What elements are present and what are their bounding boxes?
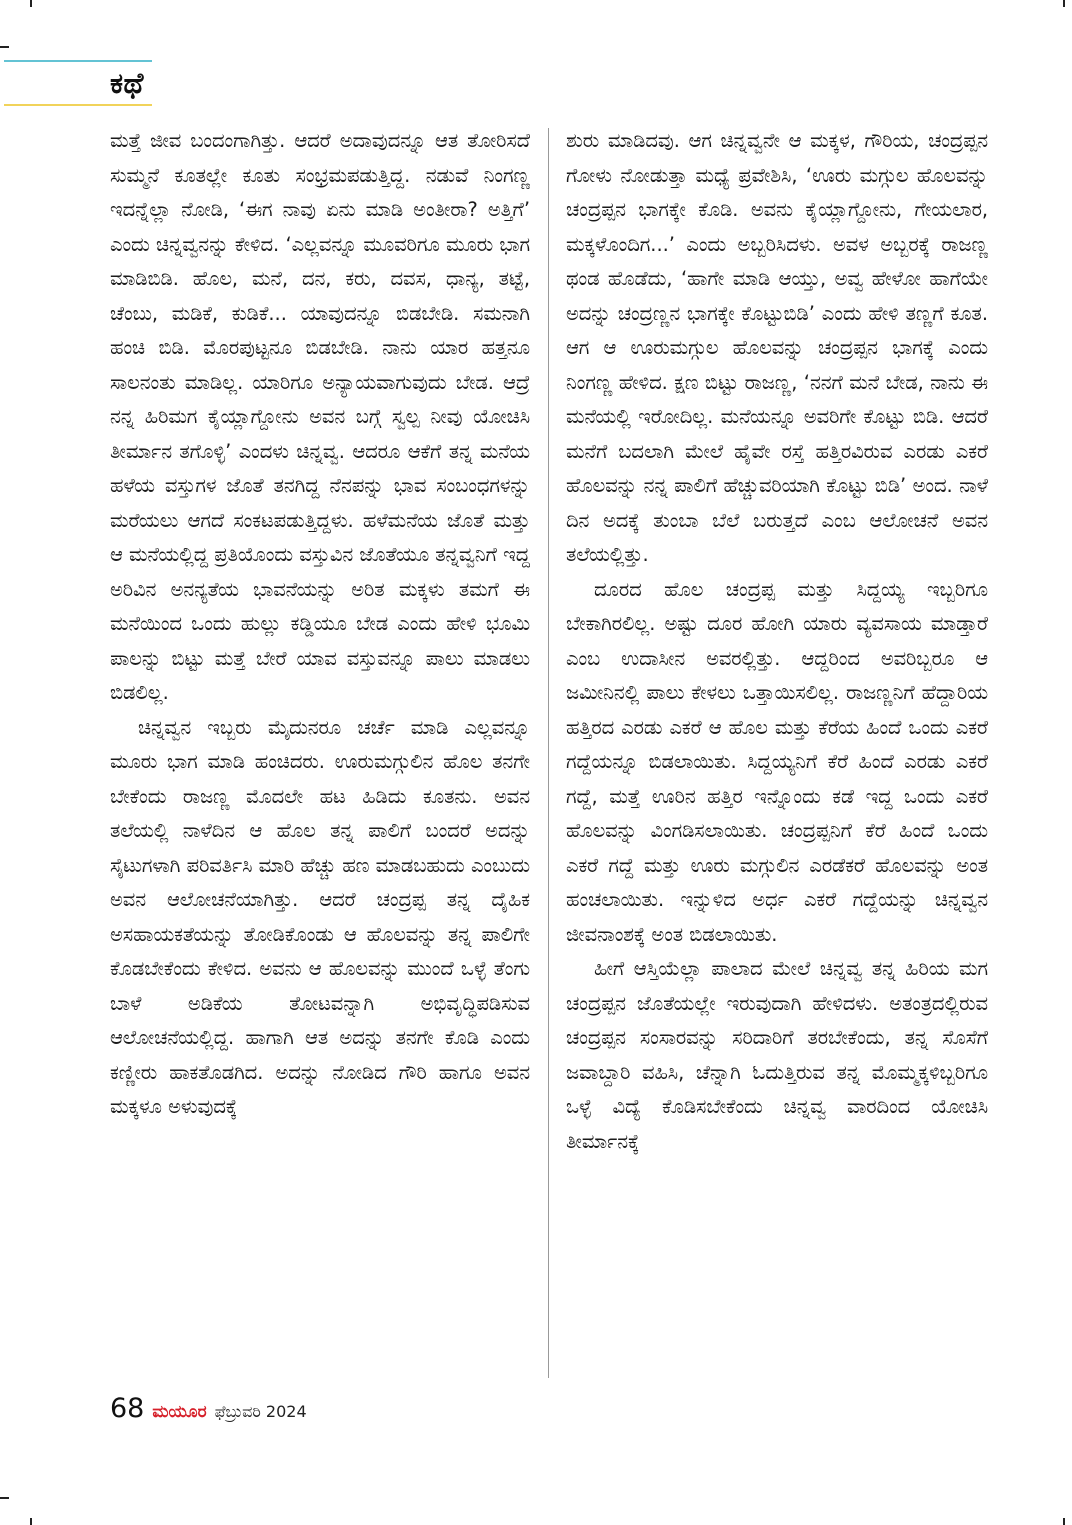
header-rule-bottom xyxy=(4,104,152,106)
crop-mark xyxy=(1063,1518,1065,1525)
magazine-logo: ಮಯೂರ xyxy=(152,1402,207,1422)
page-footer xyxy=(110,1393,307,1433)
article-column-left xyxy=(110,124,530,1380)
crop-mark xyxy=(30,1518,32,1525)
crop-mark xyxy=(0,46,9,48)
paragraph: ಶುರು ಮಾಡಿದವು. ಆಗ ಚಿನ್ನವ್ವನೇ ಆ ಮಕ್ಕಳ, ಗೌರಿಯ, ಚಂದ್ರಪ್ಪನ ಗೋಳು ನೋಡುತ್ತಾ ಮಧ್ಯೆ ಪ್ರವೇಶಿಸಿ, ‘ಊರು ಮಗ್ಗುಲ ಹೊಲವನ್ನು ಚಂದ್ರಪ್ಪನ ಭಾಗಕ್ಕೇ ಕೊಡಿ. ಅವನು ಕೈಯ್ಲಾಗ್ದೋನು, ಗೇಯಲಾರ, ಮಕ್ಕಳೊಂದಿಗ...’ ಎಂದು ಅಬ್ಬರಿಸಿದಳು. ಅವಳ ಅಬ್ಬರಕ್ಕೆ ರಾಜಣ್ಣ ಥಂಡ ಹೊಡೆದು, ‘ಹಾಗೇ ಮಾಡಿ ಆಯ್ತು, ಅವ್ವ ಹೇಳೋ ಹಾಗೆಯೇ ಅದನ್ನು ಚಂದ್ರಣ್ಣನ ಭಾಗಕ್ಕೇ ಕೊಟ್ಟುಬಿಡಿ’ ಎಂದು ಹೇಳಿ ತಣ್ಣಗೆ ಕೂತ. ಆಗ ಆ ಊರುಮಗ್ಗುಲ ಹೊಲವನ್ನು ಚಂದ್ರಪ್ಪನ ಭಾಗಕ್ಕೆ ಎಂದು ನಿಂಗಣ್ಣ ಹೇಳಿದ. ಕ್ಷಣ ಬಿಟ್ಟು ರಾಜಣ್ಣ, ‘ನನಗೆ ಮನೆ ಬೇಡ, ನಾನು ಈ ಮನೆಯಲ್ಲಿ ಇರೋದಿಲ್ಲ. ಮನೆಯನ್ನೂ ಅವರಿಗೇ ಕೊಟ್ಟು ಬಿಡಿ. ಆದರೆ ಮನೆಗೆ ಬದಲಾಗಿ ಮೇಲೆ ಹೈವೇ ರಸ್ತೆ ಹತ್ತಿರವಿರುವ ಎರಡು ಎಕರೆ ಹೊಲವನ್ನು ನನ್ನ ಪಾಲಿಗೆ ಹೆಚ್ಚುವರಿಯಾಗಿ ಕೊಟ್ಟು ಬಿಡಿ’ ಅಂದ. ನಾಳೆ ದಿನ ಅದಕ್ಕೆ ತುಂಬಾ ಬೆಲೆ ಬರುತ್ತದೆ ಎಂಬ ಆಲೋಚನೆ ಅವನ ತಲೆಯಲ್ಲಿತ್ತು. xyxy=(566,129,988,566)
article-column-right xyxy=(566,124,988,1380)
page-number: 68 xyxy=(110,1393,145,1424)
crop-mark xyxy=(0,1497,9,1499)
paragraph: ಹೀಗೆ ಆಸ್ತಿಯೆಲ್ಲಾ ಪಾಲಾದ ಮೇಲೆ ಚಿನ್ನವ್ವ ತನ್ನ ಹಿರಿಯ ಮಗ ಚಂದ್ರಪ್ಪನ ಜೊತೆಯಲ್ಲೇ ಇರುವುದಾಗಿ ಹೇಳಿದಳು. ಅತಂತ್ರದಲ್ಲಿರುವ ಚಂದ್ರಪ್ಪನ ಸಂಸಾರವನ್ನು ಸರಿದಾರಿಗೆ ತರಬೇಕೆಂದು, ತನ್ನ ಸೊಸೆಗೆ ಜವಾಬ್ದಾರಿ ವಹಿಸಿ, ಚೆನ್ನಾಗಿ ಓದುತ್ತಿರುವ ತನ್ನ ಮೊಮ್ಮಕ್ಕಳಿಬ್ಬರಿಗೂ ಒಳ್ಳೆ ವಿದ್ಯೆ ಕೊಡಿಸಬೇಕೆಂದು ಚಿನ್ನವ್ವ ವಾರದಿಂದ ಯೋಚಿಸಿ ತೀರ್ಮಾನಕ್ಕೆ xyxy=(566,957,988,1153)
crop-mark xyxy=(1063,0,1065,7)
column-divider xyxy=(548,128,549,1378)
crop-mark xyxy=(30,0,32,7)
header-rule-top xyxy=(4,60,152,62)
paragraph: ಮತ್ತೆ ಜೀವ ಬಂದಂಗಾಗಿತ್ತು. ಆದರೆ ಅದಾವುದನ್ನೂ ಆತ ತೋರಿಸದೆ ಸುಮ್ಮನೆ ಕೂತಲ್ಲೇ ಕೂತು ಸಂಭ್ರಮಪಡುತ್ತಿದ್ದ. ನಡುವೆ ನಿಂಗಣ್ಣ ಇದನ್ನೆಲ್ಲಾ ನೋಡಿ, ‘ಈಗ ನಾವು ಏನು ಮಾಡಿ ಅಂತೀರಾ? ಅತ್ತಿಗೆ’ ಎಂದು ಚಿನ್ನವ್ವನನ್ನು ಕೇಳಿದ. ‘ಎಲ್ಲವನ್ನೂ ಮೂವರಿಗೂ ಮೂರು ಭಾಗ ಮಾಡಿಬಿಡಿ. ಹೊಲ, ಮನೆ, ದನ, ಕರು, ದವಸ, ಧಾನ್ಯ, ತಟ್ಟೆ, ಚೆಂಬು, ಮಡಿಕೆ, ಕುಡಿಕೆ... ಯಾವುದನ್ನೂ ಬಿಡಬೇಡಿ. ಸಮನಾಗಿ ಹಂಚಿ ಬಿಡಿ. ಮೊರಪುಟ್ಟನೂ ಬಿಡಬೇಡಿ. ನಾನು ಯಾರ ಹತ್ತನೂ ಸಾಲನಂತು ಮಾಡಿಲ್ಲ. ಯಾರಿಗೂ ಅನ್ಯಾಯವಾಗುವುದು ಬೇಡ. ಆದ್ರೆ ನನ್ನ ಹಿರಿಮಗ ಕೈಯ್ಲಾಗ್ದೋನು ಅವನ ಬಗ್ಗೆ ಸ್ವಲ್ಪ ನೀವು ಯೋಚಿಸಿ ತೀರ್ಮಾನ ತಗೊಳ್ಳಿ’ ಎಂದಳು ಚಿನ್ನವ್ವ. ಆದರೂ ಆಕೆಗೆ ತನ್ನ ಮನೆಯ ಹಳೆಯ ವಸ್ತುಗಳ ಜೊತೆ ತನಗಿದ್ದ ನೆನಪನ್ನು ಭಾವ ಸಂಬಂಧಗಳನ್ನು ಮರೆಯಲು ಆಗದೆ ಸಂಕಟಪಡುತ್ತಿದ್ದಳು. ಹಳೆಮನೆಯ ಜೊತೆ ಮತ್ತು ಆ ಮನೆಯಲ್ಲಿದ್ದ ಪ್ರತಿಯೊಂದು ವಸ್ತುವಿನ ಜೊತೆಯೂ ತನ್ನವ್ವನಿಗೆ ಇದ್ದ ಅರಿವಿನ ಅನನ್ಯತೆಯ ಭಾವನೆಯನ್ನು ಅರಿತ ಮಕ್ಕಳು ತಮಗೆ ಈ ಮನೆಯಿಂದ ಒಂದು ಹುಲ್ಲು ಕಡ್ಡಿಯೂ ಬೇಡ ಎಂದು ಹೇಳಿ ಭೂಮಿ ಪಾಲನ್ನು ಬಿಟ್ಟು ಮತ್ತೆ ಬೇರೆ ಯಾವ ವಸ್ತುವನ್ನೂ ಪಾಲು ಮಾಡಲು ಬಿಡಲಿಲ್ಲ. xyxy=(110,129,530,704)
paragraph: ಚಿನ್ನವ್ವನ ಇಬ್ಬರು ಮೈದುನರೂ ಚರ್ಚೆ ಮಾಡಿ ಎಲ್ಲವನ್ನೂ ಮೂರು ಭಾಗ ಮಾಡಿ ಹಂಚಿದರು. ಊರುಮಗ್ಗುಲಿನ ಹೊಲ ತನಗೇ ಬೇಕೆಂದು ರಾಜಣ್ಣ ಮೊದಲೇ ಹಟ ಹಿಡಿದು ಕೂತನು. ಅವನ ತಲೆಯಲ್ಲಿ ನಾಳೆದಿನ ಆ ಹೊಲ ತನ್ನ ಪಾಲಿಗೆ ಬಂದರೆ ಅದನ್ನು ಸೈಟುಗಳಾಗಿ ಪರಿವರ್ತಿಸಿ ಮಾರಿ ಹೆಚ್ಚು ಹಣ ಮಾಡಬಹುದು ಎಂಬುದು ಅವನ ಆಲೋಚನೆಯಾಗಿತ್ತು. ಆದರೆ ಚಂದ್ರಪ್ಪ ತನ್ನ ದೈಹಿಕ ಅಸಹಾಯಕತೆಯನ್ನು ತೋಡಿಕೊಂಡು ಆ ಹೊಲವನ್ನು ತನ್ನ ಪಾಲಿಗೇ ಕೊಡಬೇಕೆಂದು ಕೇಳಿದ. ಅವನು ಆ ಹೊಲವನ್ನು ಮುಂದೆ ಒಳ್ಳೆ ತೆಂಗು ಬಾಳೆ ಅಡಿಕೆಯ ತೋಟವನ್ನಾಗಿ ಅಭಿವೃದ್ಧಿಪಡಿಸುವ ಆಲೋಚನೆಯಲ್ಲಿದ್ದ. ಹಾಗಾಗಿ ಆತ ಅದನ್ನು ತನಗೇ ಕೊಡಿ ಎಂದು ಕಣ್ಣೀರು ಹಾಕತೊಡಗಿದ. ಅದನ್ನು ನೋಡಿದ ಗೌರಿ ಹಾಗೂ ಅವನ ಮಕ್ಕಳೂ ಅಳುವುದಕ್ಕೆ xyxy=(110,715,530,1118)
paragraph: ದೂರದ ಹೊಲ ಚಂದ್ರಪ್ಪ ಮತ್ತು ಸಿದ್ದಯ್ಯ ಇಬ್ಬರಿಗೂ ಬೇಕಾಗಿರಲಿಲ್ಲ. ಅಷ್ಟು ದೂರ ಹೋಗಿ ಯಾರು ವ್ಯವಸಾಯ ಮಾಡ್ತಾರೆ ಎಂಬ ಉದಾಸೀನ ಅವರಲ್ಲಿತ್ತು. ಆದ್ದರಿಂದ ಅವರಿಬ್ಬರೂ ಆ ಜಮೀನಿನಲ್ಲಿ ಪಾಲು ಕೇಳಲು ಒತ್ತಾಯಿಸಲಿಲ್ಲ. ರಾಜಣ್ಣನಿಗೆ ಹೆದ್ದಾರಿಯ ಹತ್ತಿರದ ಎರಡು ಎಕರೆ ಆ ಹೊಲ ಮತ್ತು ಕೆರೆಯ ಹಿಂದೆ ಒಂದು ಎಕರೆ ಗದ್ದೆಯನ್ನೂ ಬಿಡಲಾಯಿತು. ಸಿದ್ದಯ್ಯನಿಗೆ ಕೆರೆ ಹಿಂದೆ ಎರಡು ಎಕರೆ ಗದ್ದೆ, ಮತ್ತೆ ಊರಿನ ಹತ್ತಿರ ಇನ್ನೊಂದು ಕಡೆ ಇದ್ದ ಒಂದು ಎಕರೆ ಹೊಲವನ್ನು ವಿಂಗಡಿಸಲಾಯಿತು. ಚಂದ್ರಪ್ಪನಿಗೆ ಕೆರೆ ಹಿಂದೆ ಒಂದು ಎಕರೆ ಗದ್ದೆ ಮತ್ತು ಊರು ಮಗ್ಗುಲಿನ ಎರಡೆಕರೆ ಹೊಲವನ್ನು ಅಂತ ಹಂಚಲಾಯಿತು. ಇನ್ನುಳಿದ ಅರ್ಧ ಎಕರೆ ಗದ್ದೆಯನ್ನು ಚಿನ್ನವ್ವನ ಜೀವನಾಂಶಕ್ಕೆ ಅಂತ ಬಿಡಲಾಯಿತು. xyxy=(566,577,988,946)
section-title: ಕಥೆ xyxy=(110,66,144,100)
issue-date: ಫೆಬ್ರುವರಿ 2024 xyxy=(214,1402,307,1421)
